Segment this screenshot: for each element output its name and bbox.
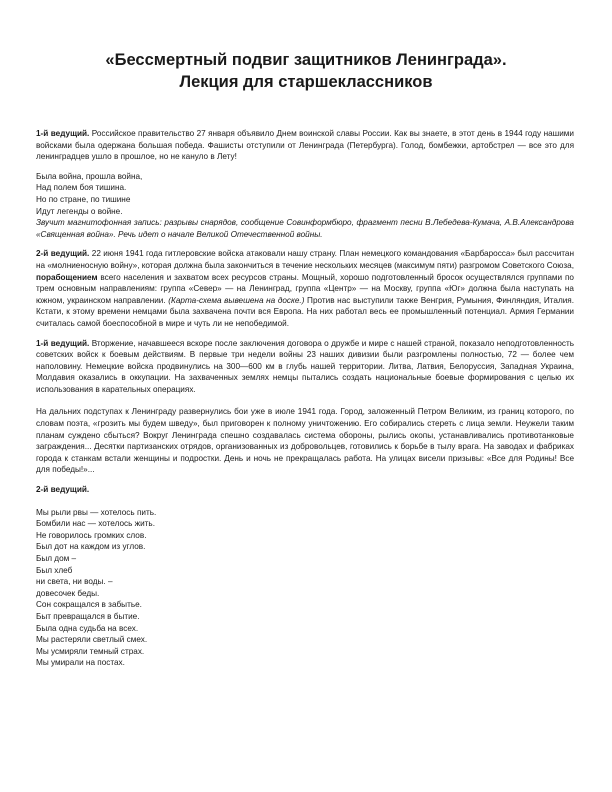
verse-line: Быт превращался в бытие.: [36, 611, 140, 621]
verse-line: Мы растеряли светлый смех.: [36, 635, 148, 645]
speaker-label: 1-й ведущий.: [36, 129, 90, 138]
verse-line: Сон сокращался в забытье.: [36, 600, 142, 610]
verse-2: [36, 507, 574, 669]
verse-line: Не говорилось громких слов.: [36, 530, 147, 540]
verse-line: Была одна судьба на всех.: [36, 623, 139, 633]
document-title: [36, 49, 576, 93]
emphasis-text: порабощением: [36, 272, 98, 282]
title-line-2: Лекция для старшеклассников: [179, 73, 433, 91]
verse-line: Был дот на каждом из углов.: [36, 542, 146, 552]
document-body: [36, 128, 574, 669]
title-line-1: «Бессмертный подвиг защитников Ленинграда».: [105, 51, 507, 69]
verse-line: Был хлеб: [36, 565, 73, 575]
verse-line: Но по стране, по тишине: [36, 194, 131, 204]
paragraph-3: [36, 338, 574, 396]
paragraph-text: 22 июня 1941 года гитлеровские войска атаковали нашу страну. План немецкого командования «Барбаросса» был рассчитан на «молниеносную войну», которая должна была закончиться в течение нескольких месяцев (максимум пяти) разгромом Советского Союза,: [36, 249, 574, 270]
paragraph-4: На дальних подступах к Ленинграду развернулись бои уже в июле 1941 года. Город, заложенный Петром Великим, из границ которого, по словам поэта, «грозить мы будем шведу», был приговорен к полному уничтожению. Его собирались стереть с лица земли. Неужели таким планам суждено сбыться? Вокруг Ленинграда спешно создавалась система обороны, рылись окопы, устанавливались противотанковые заграждения... Десятки партизанских отрядов, организованных из добровольцев, готовились к борьбе в тылу врага. На заводах и фабриках города к станкам встали женщины и подростки. День и ночь не прекращалась работа. На улицах висели призывы: «Все для Родины! Все для победы!»...: [36, 407, 574, 475]
verse-line: Бомбили нас — хотелось жить.: [36, 519, 155, 529]
verse-line: Над полем боя тишина.: [36, 183, 127, 193]
verse-line: Мы умирали на постах.: [36, 658, 125, 668]
speaker-label: 2-й ведущий.: [36, 485, 90, 495]
paragraph-text: Против нас выступили также Венгрия, Румыния, Финляндия, Италия. Кстати, к этому времени немцами была захвачена почти вся Европа. На них работал весь ее промышленный потенциал. Армия Германии считалась самой боеспособной в мире и чуть ли не непобедимой.: [36, 295, 574, 328]
verse-line: Мы рыли рвы — хотелось пить.: [36, 507, 157, 517]
verse-line: ни света, ни воды. –: [36, 577, 113, 587]
stage-note: Звучит магнитофонная запись: разрывы снарядов, сообщение Совинформбюро, фрагмент песни В.Лебедева-Кумача, А.В.Александрова «Священная война». Речь идет о начале Великой Отечественной войны.: [36, 218, 574, 239]
verse-line: Мы усмиряли темный страх.: [36, 646, 145, 656]
paragraph-text: Вторжение, начавшееся вскоре после заключения договора о дружбе и мире с нашей страной, показало неподготовленность советских войск к боевым действиям. В первые три недели войны 23 наших дивизии были разгромлены полностью, 72 — более чем наполовину. Немецкие войска продвинулись на 300—600 км в глубь нашей территории. Литва, Латвия, Белоруссия, Западная Украина, Молдавия оказались в оккупации. На захваченных землях немцы пытались создать национальные боевые формирования с целью их использования в карательных операциях.: [36, 338, 574, 394]
verse-line: Был дом –: [36, 554, 77, 563]
paragraph-text: Российское правительство 27 января объявило Днем воинской славы России. Как вы знаете, в этот день в 1944 году нашими войсками была одержана большая победа. Фашисты отступили от Ленинграда (Петербурга). Голод, бомбежки, артобстрел — все это для ленинградцев ушло в прошлое, но не кануло в Лету!: [36, 129, 575, 162]
paragraph-1: [36, 128, 574, 163]
verse-line: Идут легенды о войне.: [36, 206, 123, 216]
verse-1: [36, 171, 574, 217]
verse-line: довесочек беды.: [36, 588, 100, 598]
paragraph-2: [36, 248, 574, 329]
speaker-label: 1-й ведущий.: [36, 338, 90, 348]
speaker-label: 2-й ведущий.: [36, 249, 90, 259]
note-text: (Карта-схема вывешена на доске.): [168, 295, 305, 305]
paragraph-text: всего населения и захватом всех ресурсов страны. Мощный, хорошо подготовленный бросок осуществлялся группами по трем основным направлениям: группа «Север» — на Ленинград, группа «Центр» — на Москву, группа «Юг» должна была наступать на южном, украинском направлении.: [36, 272, 574, 305]
verse-line: Была война, прошла война,: [36, 171, 143, 181]
